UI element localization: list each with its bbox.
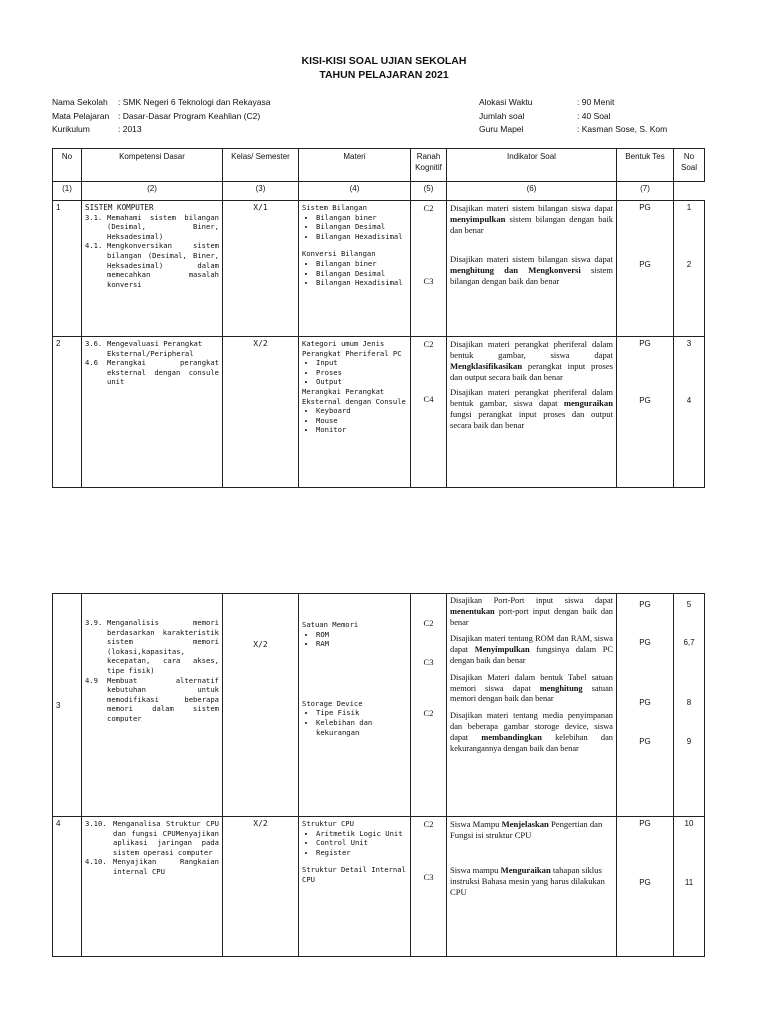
ranah-value: C2 <box>423 339 434 349</box>
materi-item: • Control Unit <box>316 838 407 848</box>
column-number: (4) <box>299 182 411 201</box>
meta-right <box>479 96 667 137</box>
header-kompetensi: Kompetensi Dasar <box>82 149 223 182</box>
materi-item: • Bilangan biner <box>316 259 407 269</box>
meta-row-time <box>479 96 667 110</box>
materi-title: Kategori umum Jenis Perangkat Pheriferal PC <box>302 339 402 358</box>
nosoal-cell <box>674 201 705 337</box>
kd-text: Menganalisa Struktur CPU dan fungsi CPUMenyajikan aplikasi jaringan pada sistem operasi computer <box>113 819 219 857</box>
meta-row-count <box>479 110 667 124</box>
column-number: (1) <box>53 182 82 201</box>
meta-row-curriculum <box>52 123 270 137</box>
materi-item: • Aritmetik Logic Unit <box>316 829 407 839</box>
document-subtitle: TAHUN PELAJARAN 2021 <box>319 69 449 81</box>
materi-item: • Monitor <box>316 425 407 435</box>
nosoal-value: 9 <box>686 737 692 746</box>
kd-item <box>85 213 219 242</box>
materi-item: • RAM <box>316 639 407 649</box>
materi-title: Struktur CPU <box>302 819 354 828</box>
kompetensi-cell <box>82 594 223 817</box>
ranah-value: C3 <box>423 872 434 882</box>
kd-number: 4.1. <box>85 241 103 251</box>
row-number: 1 <box>53 201 82 337</box>
meta-label: Alokasi Waktu <box>479 97 533 107</box>
meta-label: Kurikulum <box>52 124 90 134</box>
materi-title: Merangkai Perangkat Eksternal dengan Consule <box>302 386 406 406</box>
indikator-text: Siswa mampu Menguraikan tahapan siklus instruksi Bahasa mesin yang harus dilakukan CPU <box>450 865 605 897</box>
kd-number: 3.6. <box>85 339 103 348</box>
kd-text: Memahami sistem bilangan (Desimal, Biner, Heksadesimal) <box>107 212 219 241</box>
materi-item: • Input <box>316 358 407 368</box>
table-row <box>53 817 705 957</box>
kd-item <box>85 857 219 876</box>
materi-title: Sistem Bilangan <box>302 203 367 212</box>
row-number: 4 <box>53 817 82 957</box>
kd-number: 3.1. <box>85 212 103 222</box>
materi-cell <box>299 337 411 488</box>
header-materi: Materi <box>299 149 411 182</box>
nosoal-value: 4 <box>686 396 692 405</box>
materi-title: Satuan Memori <box>302 620 359 629</box>
header-bentuk: Bentuk Tes <box>617 149 674 182</box>
bentuk-value: PG <box>639 203 651 212</box>
nosoal-value: 10 <box>684 819 694 828</box>
header-ranah: Ranah Kognitif <box>411 149 447 182</box>
kd-item <box>85 676 219 724</box>
kompetensi-cell <box>82 817 223 957</box>
ranah-cell <box>411 817 447 957</box>
table-row <box>53 337 705 488</box>
column-number-row <box>53 182 705 201</box>
materi-item: • Bilangan Desimal <box>316 222 407 232</box>
bentuk-value: PG <box>639 737 651 746</box>
materi-item: • Bilangan biner <box>316 213 407 223</box>
table-row <box>53 201 705 337</box>
kd-text: Mengkonversikan sistem bilangan (Desimal, Biner, Heksadesimal) dalam memecahkan masalah konversi <box>107 241 219 289</box>
kd-text: Menyajikan Rangkaian internal CPU <box>113 857 219 876</box>
kisi-table-part-1 <box>52 148 705 488</box>
materi-item: • Bilangan Hexadisimal <box>316 232 407 242</box>
materi-item: • Bilangan Desimal <box>316 269 407 279</box>
nosoal-cell <box>674 337 705 488</box>
header-indikator: Indikator Soal <box>447 149 617 182</box>
table-header-row <box>53 149 705 182</box>
kd-heading: SISTEM KOMPUTER <box>85 203 154 212</box>
materi-cell <box>299 594 411 817</box>
header-kelas: Kelas/ Semester <box>223 149 299 182</box>
bentuk-value: PG <box>639 600 651 609</box>
indikator-cell <box>447 594 617 817</box>
kd-text: Merangkai perangkat eksternal dengan consule unit <box>107 358 219 387</box>
meta-value: : 40 Soal <box>577 110 611 121</box>
materi-item: • ROM <box>316 630 407 640</box>
indikator-text: Siswa Mampu Menjelaskan Pengertian dan Fungsi isi struktur CPU <box>450 819 603 840</box>
meta-value: : Kasman Sose, S. Kom <box>577 124 668 134</box>
kd-text: Menganalisis memori berdasarkan karakteristik sistem memori (lokasi,kapasitas, kecepatan, cara akses, tipe fisik) <box>107 618 219 675</box>
materi-item: • Bilangan Hexadisimal <box>316 278 407 288</box>
ranah-value: C4 <box>423 394 434 404</box>
bentuk-value: PG <box>639 339 651 348</box>
bentuk-value: PG <box>639 878 651 887</box>
bentuk-cell <box>617 817 674 957</box>
indikator-cell <box>447 817 617 957</box>
ranah-value: C2 <box>423 618 434 628</box>
indikator-text: Disajikan materi tentang media penyimpanan dan beberapa gambar storoge device, siswa dapat membandingkan kelebihan dan kekurangannya dengan baik dan benar <box>450 711 613 753</box>
column-number: (6) <box>447 182 617 201</box>
header-nosoal: No Soal <box>674 149 705 182</box>
kd-item <box>85 241 219 289</box>
kelas-cell: X/2 <box>223 817 299 957</box>
kompetensi-cell <box>82 337 223 488</box>
kd-item <box>85 819 219 857</box>
materi-title: Storage Device <box>302 698 363 708</box>
indikator-text: Disajikan materi sistem bilangan siswa dapat menyimpulkan sistem bilangan dengan baik dan benar <box>450 203 613 235</box>
ranah-cell <box>411 337 447 488</box>
nosoal-value: 1 <box>686 203 692 212</box>
bentuk-value: PG <box>639 819 651 828</box>
row-number: 2 <box>53 337 82 488</box>
kd-number: 4.10. <box>85 857 107 867</box>
materi-title: Struktur Detail Internal CPU <box>302 865 406 884</box>
meta-value: : Dasar-Dasar Program Keahlian (C2) <box>118 110 261 121</box>
materi-item: • Mouse <box>316 416 407 426</box>
nosoal-cell <box>674 817 705 957</box>
nosoal-value: 3 <box>686 339 692 348</box>
kd-item <box>85 339 219 358</box>
ranah-value: C2 <box>423 708 434 718</box>
kd-number: 3.10. <box>85 819 107 828</box>
meta-left <box>52 96 270 137</box>
materi-item: • Tipe Fisik <box>316 708 407 718</box>
ranah-value: C2 <box>423 203 434 213</box>
meta-row-teacher <box>479 123 667 137</box>
header-no: No <box>53 149 82 182</box>
materi-item: • Output <box>316 377 407 387</box>
row-number: 3 <box>53 594 82 817</box>
ranah-value: C3 <box>423 276 434 286</box>
indikator-text: Disajikan materi perangkat pheriferal dalam bentuk gambar, siswa dapat Mengklasifikasikan perangkat input proses dan output secara baik dan benar <box>450 339 613 382</box>
meta-label: Guru Mapel <box>479 124 524 134</box>
ranah-value: C2 <box>423 819 434 829</box>
indikator-text: Disajikan Materi dalam bentuk Tabel satuan memori siswa dapat menghitung satuan memori dengan baik dan benar <box>450 672 613 704</box>
kd-text: Mengevaluasi Perangkat Eksternal/Peripheral <box>107 339 203 358</box>
kelas-cell: X/2 <box>223 337 299 488</box>
nosoal-cell <box>674 594 705 817</box>
kd-number: 3.9. <box>85 618 103 627</box>
meta-value: : 90 Menit <box>577 97 615 107</box>
nosoal-value: 8 <box>686 698 692 707</box>
materi-cell <box>299 817 411 957</box>
indikator-text: Disajikan materi tentang ROM dan RAM, siswa dapat Menyimpulkan fungsinya dalam PC dengan baik dan benar <box>450 634 613 665</box>
materi-item: • Proses <box>316 368 407 378</box>
indikator-text: Disajikan materi perangkat pheriferal dalam bentuk gambar, siswa dapat menguraikan fungsi perangkat input proses dan output secara baik dan benar <box>450 387 613 430</box>
column-number: (2) <box>82 182 223 201</box>
column-number: (3) <box>223 182 299 201</box>
kd-number: 4.6 <box>85 358 98 368</box>
bentuk-cell <box>617 594 674 817</box>
kd-text: Membuat alternatif kebutuhan untuk memodifikasi beberapa memori dalam sistem computer <box>107 675 219 723</box>
table-row <box>53 594 705 817</box>
indikator-text: Disajikan Port-Port input siswa dapat menentukan port-port input dengan baik dan benar <box>450 596 613 627</box>
indikator-cell <box>447 201 617 337</box>
materi-title: Konversi Bilangan <box>302 249 376 259</box>
meta-row-school <box>52 96 270 110</box>
meta-label: Mata Pelajaran <box>52 110 110 121</box>
ranah-cell <box>411 594 447 817</box>
meta-row-subject <box>52 110 270 124</box>
materi-cell <box>299 201 411 337</box>
kelas-cell: X/2 <box>223 594 299 817</box>
meta-value: : SMK Negeri 6 Teknologi dan Rekayasa <box>118 97 271 107</box>
bentuk-cell <box>617 201 674 337</box>
kompetensi-cell <box>82 201 223 337</box>
meta-label: Jumlah soal <box>479 110 525 121</box>
bentuk-value: PG <box>639 698 651 707</box>
materi-item: • Register <box>316 848 407 858</box>
indikator-cell <box>447 337 617 488</box>
materi-item: • Keyboard <box>316 406 407 416</box>
kd-item <box>85 358 219 387</box>
kd-item <box>85 618 219 676</box>
meta-label: Nama Sekolah <box>52 97 108 107</box>
bentuk-value: PG <box>639 260 651 269</box>
nosoal-value: 11 <box>684 878 694 887</box>
document-title: KISI-KISI SOAL UJIAN SEKOLAH <box>301 55 467 67</box>
nosoal-value: 5 <box>686 600 692 609</box>
ranah-value: C3 <box>423 657 434 667</box>
column-number: (7) <box>617 182 674 201</box>
column-number: (5) <box>411 182 447 201</box>
kelas-cell: X/1 <box>223 201 299 337</box>
indikator-text: Disajikan materi sistem bilangan siswa dapat menghitung dan Mengkonversi sistem bilangan dengan baik dan benar <box>450 254 613 286</box>
bentuk-cell <box>617 337 674 488</box>
meta-value: : 2013 <box>118 124 142 134</box>
nosoal-value: 6,7 <box>683 638 695 647</box>
kisi-table-part-2 <box>52 593 705 957</box>
materi-item: • Kelebihan dan kekurangan <box>316 718 407 737</box>
nosoal-value: 2 <box>686 260 692 269</box>
bentuk-value: PG <box>639 396 651 405</box>
kd-number: 4.9 <box>85 675 98 685</box>
ranah-cell <box>411 201 447 337</box>
bentuk-value: PG <box>639 638 651 647</box>
